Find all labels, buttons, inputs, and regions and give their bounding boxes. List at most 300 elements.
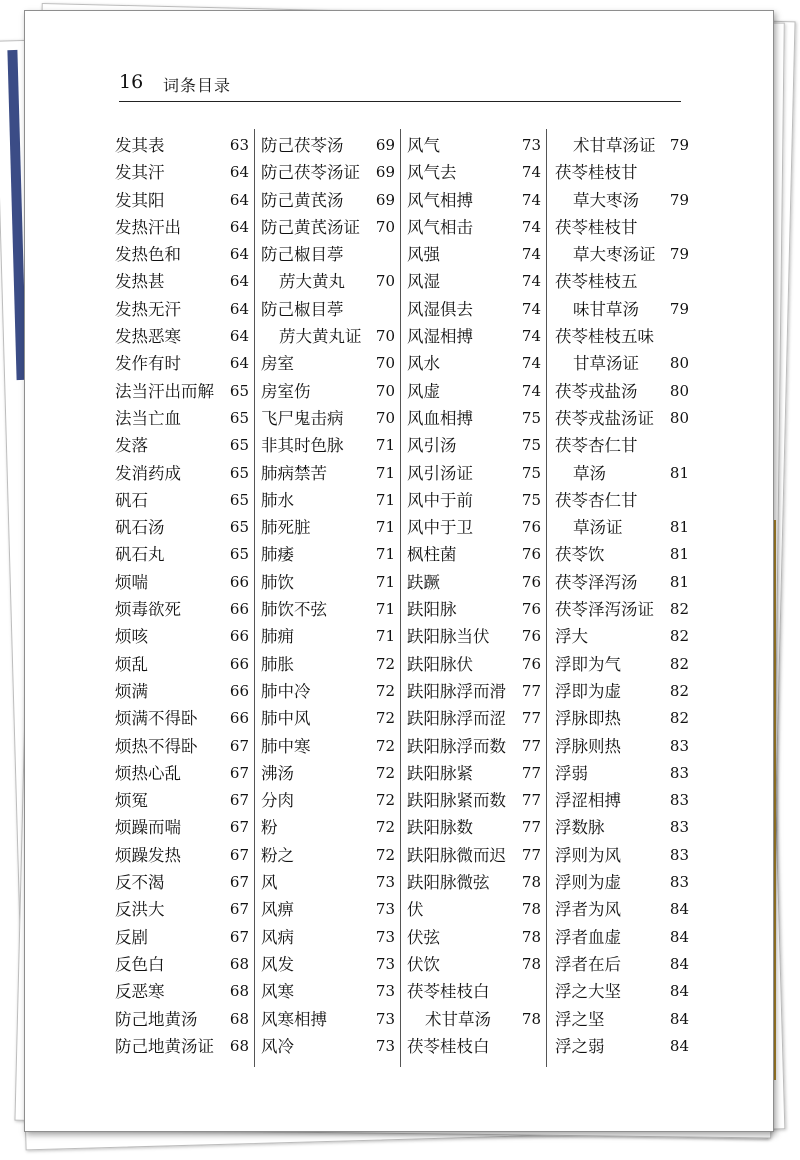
entry-page-number: 70 <box>375 381 395 400</box>
index-entry <box>555 842 689 869</box>
entry-term: 苈大黄丸证 <box>279 327 362 347</box>
index-entry <box>407 241 541 268</box>
index-entry <box>115 432 249 459</box>
entry-page-number: 64 <box>229 272 249 291</box>
entry-term: 趺阳脉微而迟 <box>407 845 506 865</box>
index-column-4 <box>555 132 689 1060</box>
index-entry <box>555 924 689 951</box>
entry-page-number: 67 <box>229 927 249 946</box>
index-entry <box>555 541 689 568</box>
entry-page-number: 74 <box>521 299 541 318</box>
entry-term: 发其表 <box>115 136 165 155</box>
index-entry <box>555 896 689 923</box>
index-entry <box>115 487 249 514</box>
index-entry <box>115 1006 249 1033</box>
index-entry <box>407 842 541 869</box>
index-entry <box>407 733 541 760</box>
index-column-1 <box>115 132 249 1060</box>
index-entry <box>261 705 395 732</box>
index-entry <box>115 623 249 650</box>
entry-term: 趺阳脉微弦 <box>407 873 490 893</box>
entry-term: 发热无汗 <box>115 299 181 319</box>
entry-page-number: 71 <box>375 518 395 537</box>
entry-page-number: 74 <box>521 217 541 236</box>
index-entry <box>407 432 541 459</box>
entry-term: 枫柱菌 <box>407 545 457 565</box>
entry-page-number: 81 <box>669 572 689 591</box>
entry-page-number: 73 <box>375 873 395 892</box>
entry-term: 反剧 <box>115 927 148 947</box>
index-entry <box>261 378 395 405</box>
entry-term: 风湿相搏 <box>407 327 473 347</box>
entry-page-number: 76 <box>521 545 541 564</box>
index-entry <box>115 1033 249 1060</box>
entry-term: 沸汤 <box>261 763 294 783</box>
entry-term: 发热恶寒 <box>115 327 181 347</box>
entry-term: 发作有时 <box>115 354 181 374</box>
entry-page-number: 81 <box>669 463 689 482</box>
entry-page-number: 64 <box>229 190 249 209</box>
entry-term: 趺蹶 <box>407 572 440 592</box>
index-entry <box>115 678 249 705</box>
entry-term: 防己黄芪汤证 <box>261 217 360 237</box>
index-entry <box>407 268 541 295</box>
index-entry <box>407 187 541 214</box>
entry-page-number: 73 <box>521 136 541 154</box>
entry-page-number: 77 <box>521 791 541 810</box>
entry-term: 趺阳脉数 <box>407 818 473 838</box>
entry-page-number: 64 <box>229 299 249 318</box>
entry-term: 风气相搏 <box>407 190 473 210</box>
entry-page-number: 73 <box>375 982 395 1001</box>
entry-term: 茯苓桂枝白 <box>407 1036 490 1056</box>
index-entry <box>407 350 541 377</box>
entry-page-number: 75 <box>521 463 541 482</box>
index-entry <box>115 541 249 568</box>
column-divider <box>546 129 547 1067</box>
index-entry <box>555 733 689 760</box>
index-entry <box>115 514 249 541</box>
index-entry <box>555 159 689 186</box>
index-entry <box>407 296 541 323</box>
index-entry <box>555 951 689 978</box>
index-entry <box>407 651 541 678</box>
index-entry <box>261 187 395 214</box>
entry-term: 烦冤 <box>115 791 148 811</box>
entry-term: 风虚 <box>407 381 440 401</box>
entry-page-number: 73 <box>375 954 395 973</box>
entry-page-number: 78 <box>521 873 541 892</box>
entry-term: 浮者为风 <box>555 900 621 920</box>
entry-term: 浮大 <box>555 627 588 647</box>
entry-page-number: 84 <box>669 900 689 919</box>
index-column-2 <box>261 132 395 1060</box>
entry-term: 飞尸鬼击病 <box>261 408 344 428</box>
index-entry <box>115 132 249 159</box>
index-entry <box>261 1033 395 1060</box>
entry-page-number: 78 <box>521 954 541 973</box>
index-entry <box>407 1033 541 1060</box>
entry-page-number: 77 <box>521 818 541 837</box>
entry-term: 风气 <box>407 136 440 155</box>
entry-term: 肺中冷 <box>261 681 311 701</box>
entry-term: 术甘草汤 <box>425 1009 491 1029</box>
entry-term: 发热色和 <box>115 245 181 265</box>
index-entry <box>555 651 689 678</box>
entry-term: 风中于卫 <box>407 518 473 538</box>
index-entry <box>555 978 689 1005</box>
index-entry <box>407 596 541 623</box>
entry-page-number: 65 <box>229 381 249 400</box>
entry-page-number: 69 <box>375 190 395 209</box>
index-entry <box>261 487 395 514</box>
entry-term: 烦满不得卧 <box>115 709 198 729</box>
entry-page-number: 66 <box>229 709 249 728</box>
index-entry <box>261 596 395 623</box>
index-entry <box>555 569 689 596</box>
entry-term: 浮则为风 <box>555 845 621 865</box>
entry-page-number: 73 <box>375 927 395 946</box>
index-entry <box>261 296 395 323</box>
index-entry <box>555 869 689 896</box>
entry-page-number: 77 <box>521 681 541 700</box>
entry-page-number: 65 <box>229 463 249 482</box>
index-entry <box>261 623 395 650</box>
entry-term: 茯苓泽泻汤证 <box>555 600 654 620</box>
entry-page-number: 84 <box>669 982 689 1001</box>
entry-term: 防己黄芪汤 <box>261 190 344 210</box>
entry-page-number: 70 <box>375 354 395 373</box>
entry-page-number: 80 <box>669 354 689 373</box>
entry-page-number: 71 <box>375 490 395 509</box>
entry-page-number: 72 <box>375 709 395 728</box>
index-entry <box>555 460 689 487</box>
entry-term: 肺胀 <box>261 654 294 674</box>
index-entry <box>261 651 395 678</box>
entry-page-number: 65 <box>229 408 249 427</box>
entry-page-number: 73 <box>375 1036 395 1055</box>
index-entry <box>407 623 541 650</box>
entry-term: 浮弱 <box>555 763 588 783</box>
index-entry <box>407 541 541 568</box>
entry-term: 茯苓桂枝甘 <box>555 217 638 237</box>
entry-term: 反色白 <box>115 954 165 974</box>
entry-term: 肺饮 <box>261 572 294 592</box>
entry-term: 茯苓桂枝五 <box>555 272 638 292</box>
entry-page-number: 84 <box>669 927 689 946</box>
index-entry <box>261 350 395 377</box>
entry-page-number: 67 <box>229 818 249 837</box>
entry-term: 烦乱 <box>115 654 148 674</box>
entry-page-number: 76 <box>521 654 541 673</box>
index-entry <box>407 924 541 951</box>
entry-term: 发其汗 <box>115 163 165 183</box>
entry-term: 反不渴 <box>115 873 165 893</box>
entry-page-number: 84 <box>669 1036 689 1055</box>
index-entry <box>407 159 541 186</box>
entry-term: 风强 <box>407 245 440 265</box>
index-entry <box>115 596 249 623</box>
entry-page-number: 74 <box>521 190 541 209</box>
entry-page-number: 82 <box>669 654 689 673</box>
entry-page-number: 75 <box>521 436 541 455</box>
entry-term: 发其阳 <box>115 190 165 210</box>
entry-term: 浮即为气 <box>555 654 621 674</box>
entry-term: 风寒相搏 <box>261 1009 327 1029</box>
index-entry <box>261 733 395 760</box>
entry-page-number: 75 <box>521 490 541 509</box>
entry-page-number: 70 <box>375 327 395 346</box>
entry-page-number: 66 <box>229 654 249 673</box>
entry-page-number: 79 <box>669 136 689 154</box>
index-entry <box>407 514 541 541</box>
entry-page-number: 84 <box>669 1009 689 1028</box>
entry-term: 烦热心乱 <box>115 763 181 783</box>
index-entry <box>407 869 541 896</box>
entry-page-number: 76 <box>521 572 541 591</box>
entry-term: 矾石汤 <box>115 518 165 538</box>
entry-term: 浮之坚 <box>555 1009 605 1029</box>
entry-term: 肺死脏 <box>261 518 311 538</box>
entry-page-number: 81 <box>669 545 689 564</box>
index-entry <box>115 187 249 214</box>
entry-page-number: 63 <box>229 136 249 154</box>
entry-page-number: 64 <box>229 245 249 264</box>
entry-term: 茯苓杏仁甘 <box>555 490 638 510</box>
index-entry <box>555 378 689 405</box>
entry-page-number: 65 <box>229 436 249 455</box>
entry-term: 烦躁发热 <box>115 845 181 865</box>
entry-term: 烦满 <box>115 681 148 701</box>
entry-term: 风水 <box>407 354 440 374</box>
entry-term: 浮即为虚 <box>555 681 621 701</box>
entry-term: 草汤 <box>573 463 606 483</box>
entry-term: 茯苓泽泻汤 <box>555 572 638 592</box>
entry-term: 发消药成 <box>115 463 181 483</box>
entry-term: 味甘草汤 <box>573 299 639 319</box>
index-entry <box>115 350 249 377</box>
entry-page-number: 64 <box>229 217 249 236</box>
entry-page-number: 65 <box>229 545 249 564</box>
index-entry <box>407 487 541 514</box>
index-entry <box>261 323 395 350</box>
index-entry <box>261 569 395 596</box>
index-entry <box>407 814 541 841</box>
entry-term: 房室 <box>261 354 294 374</box>
index-entry <box>261 814 395 841</box>
entry-term: 茯苓杏仁甘 <box>555 436 638 456</box>
page-title: 词条目录 <box>163 76 232 95</box>
index-entry <box>261 978 395 1005</box>
entry-term: 防己椒目葶 <box>261 299 344 319</box>
entry-term: 茯苓桂枝甘 <box>555 163 638 183</box>
entry-page-number: 72 <box>375 763 395 782</box>
entry-page-number: 65 <box>229 490 249 509</box>
index-entry <box>261 214 395 241</box>
index-entry <box>115 405 249 432</box>
entry-page-number: 70 <box>375 272 395 291</box>
entry-term: 风血相搏 <box>407 408 473 428</box>
entry-page-number: 66 <box>229 681 249 700</box>
entry-page-number: 70 <box>375 217 395 236</box>
entry-page-number: 83 <box>669 736 689 755</box>
index-entry <box>115 814 249 841</box>
entry-term: 伏弦 <box>407 927 440 947</box>
index-entry <box>115 924 249 951</box>
entry-term: 肺痿 <box>261 545 294 565</box>
entry-page-number: 64 <box>229 327 249 346</box>
entry-term: 肺中风 <box>261 709 311 729</box>
entry-page-number: 69 <box>375 136 395 154</box>
index-entry <box>555 323 689 350</box>
index-entry <box>261 951 395 978</box>
entry-page-number: 67 <box>229 791 249 810</box>
entry-page-number: 79 <box>669 245 689 264</box>
index-entry <box>555 241 689 268</box>
index-entry <box>407 678 541 705</box>
index-entry <box>407 787 541 814</box>
index-entry <box>261 678 395 705</box>
entry-term: 风 <box>261 873 278 893</box>
index-entry <box>407 378 541 405</box>
entry-term: 趺阳脉浮而数 <box>407 736 506 756</box>
index-page <box>24 10 774 1132</box>
entry-page-number: 69 <box>375 163 395 182</box>
entry-page-number: 80 <box>669 381 689 400</box>
entry-term: 趺阳脉浮而涩 <box>407 709 506 729</box>
index-entry <box>555 132 689 159</box>
entry-term: 风引汤证 <box>407 463 473 483</box>
entry-term: 风引汤 <box>407 436 457 456</box>
entry-page-number: 74 <box>521 163 541 182</box>
entry-page-number: 76 <box>521 600 541 619</box>
entry-term: 矾石 <box>115 490 148 510</box>
entry-page-number: 67 <box>229 873 249 892</box>
index-entry <box>555 1006 689 1033</box>
entry-page-number: 83 <box>669 763 689 782</box>
entry-page-number: 78 <box>521 927 541 946</box>
entry-term: 肺中寒 <box>261 736 311 756</box>
entry-page-number: 79 <box>669 299 689 318</box>
entry-term: 草大枣汤证 <box>573 245 656 265</box>
column-divider <box>254 129 255 1067</box>
entry-term: 浮脉即热 <box>555 709 621 729</box>
entry-page-number: 77 <box>521 845 541 864</box>
index-entry <box>261 460 395 487</box>
entry-term: 烦毒欲死 <box>115 600 181 620</box>
index-entry <box>407 132 541 159</box>
entry-term: 烦咳 <box>115 627 148 647</box>
entry-term: 风湿 <box>407 272 440 292</box>
index-entry <box>407 569 541 596</box>
entry-term: 伏饮 <box>407 954 440 974</box>
index-entry <box>407 951 541 978</box>
entry-page-number: 66 <box>229 600 249 619</box>
entry-page-number: 76 <box>521 518 541 537</box>
index-entry <box>115 378 249 405</box>
index-entry <box>261 432 395 459</box>
entry-term: 伏 <box>407 900 424 920</box>
index-entry <box>261 241 395 268</box>
entry-term: 风冷 <box>261 1036 294 1056</box>
entry-term: 肺水 <box>261 490 294 510</box>
index-entry <box>407 323 541 350</box>
index-entry <box>115 869 249 896</box>
entry-term: 烦热不得卧 <box>115 736 198 756</box>
index-entry <box>261 842 395 869</box>
entry-term: 分肉 <box>261 791 294 811</box>
index-entry <box>555 760 689 787</box>
index-entry <box>261 541 395 568</box>
entry-page-number: 72 <box>375 736 395 755</box>
entry-term: 防己地黄汤 <box>115 1009 198 1029</box>
entry-page-number: 71 <box>375 463 395 482</box>
entry-term: 房室伤 <box>261 381 311 401</box>
entry-page-number: 74 <box>521 354 541 373</box>
index-entry <box>555 705 689 732</box>
entry-term: 反恶寒 <box>115 982 165 1002</box>
entry-page-number: 71 <box>375 600 395 619</box>
index-entry <box>555 514 689 541</box>
entry-term: 趺阳脉紧 <box>407 763 473 783</box>
entry-page-number: 67 <box>229 763 249 782</box>
entry-term: 浮则为虚 <box>555 873 621 893</box>
entry-page-number: 83 <box>669 818 689 837</box>
entry-term: 风湿俱去 <box>407 299 473 319</box>
entry-term: 浮之弱 <box>555 1036 605 1056</box>
entry-term: 烦喘 <box>115 572 148 592</box>
entry-term: 浮涩相搏 <box>555 791 621 811</box>
entry-term: 法当汗出而解 <box>115 381 214 401</box>
entry-term: 浮者在后 <box>555 954 621 974</box>
entry-page-number: 77 <box>521 736 541 755</box>
index-entry <box>115 896 249 923</box>
entry-page-number: 82 <box>669 709 689 728</box>
entry-page-number: 66 <box>229 572 249 591</box>
index-entry <box>115 651 249 678</box>
entry-term: 茯苓戎盐汤证 <box>555 408 654 428</box>
entry-page-number: 68 <box>229 982 249 1001</box>
index-entry <box>261 924 395 951</box>
entry-term: 防己地黄汤证 <box>115 1036 214 1056</box>
entry-term: 茯苓饮 <box>555 545 605 565</box>
index-entry <box>407 1006 541 1033</box>
entry-page-number: 77 <box>521 709 541 728</box>
index-entry <box>555 814 689 841</box>
entry-page-number: 78 <box>521 900 541 919</box>
entry-page-number: 83 <box>669 873 689 892</box>
index-entry <box>115 978 249 1005</box>
index-entry <box>555 678 689 705</box>
index-entry <box>115 268 249 295</box>
index-entry <box>115 951 249 978</box>
index-entry <box>261 132 395 159</box>
entry-page-number: 83 <box>669 845 689 864</box>
entry-term: 风发 <box>261 954 294 974</box>
entry-page-number: 71 <box>375 436 395 455</box>
entry-page-number: 67 <box>229 845 249 864</box>
index-entry <box>555 623 689 650</box>
entry-page-number: 72 <box>375 681 395 700</box>
index-entry <box>407 405 541 432</box>
index-entry <box>115 241 249 268</box>
index-entry <box>555 405 689 432</box>
entry-page-number: 72 <box>375 791 395 810</box>
entry-page-number: 64 <box>229 354 249 373</box>
entry-term: 趺阳脉紧而数 <box>407 791 506 811</box>
index-entry <box>261 896 395 923</box>
entry-page-number: 66 <box>229 627 249 646</box>
